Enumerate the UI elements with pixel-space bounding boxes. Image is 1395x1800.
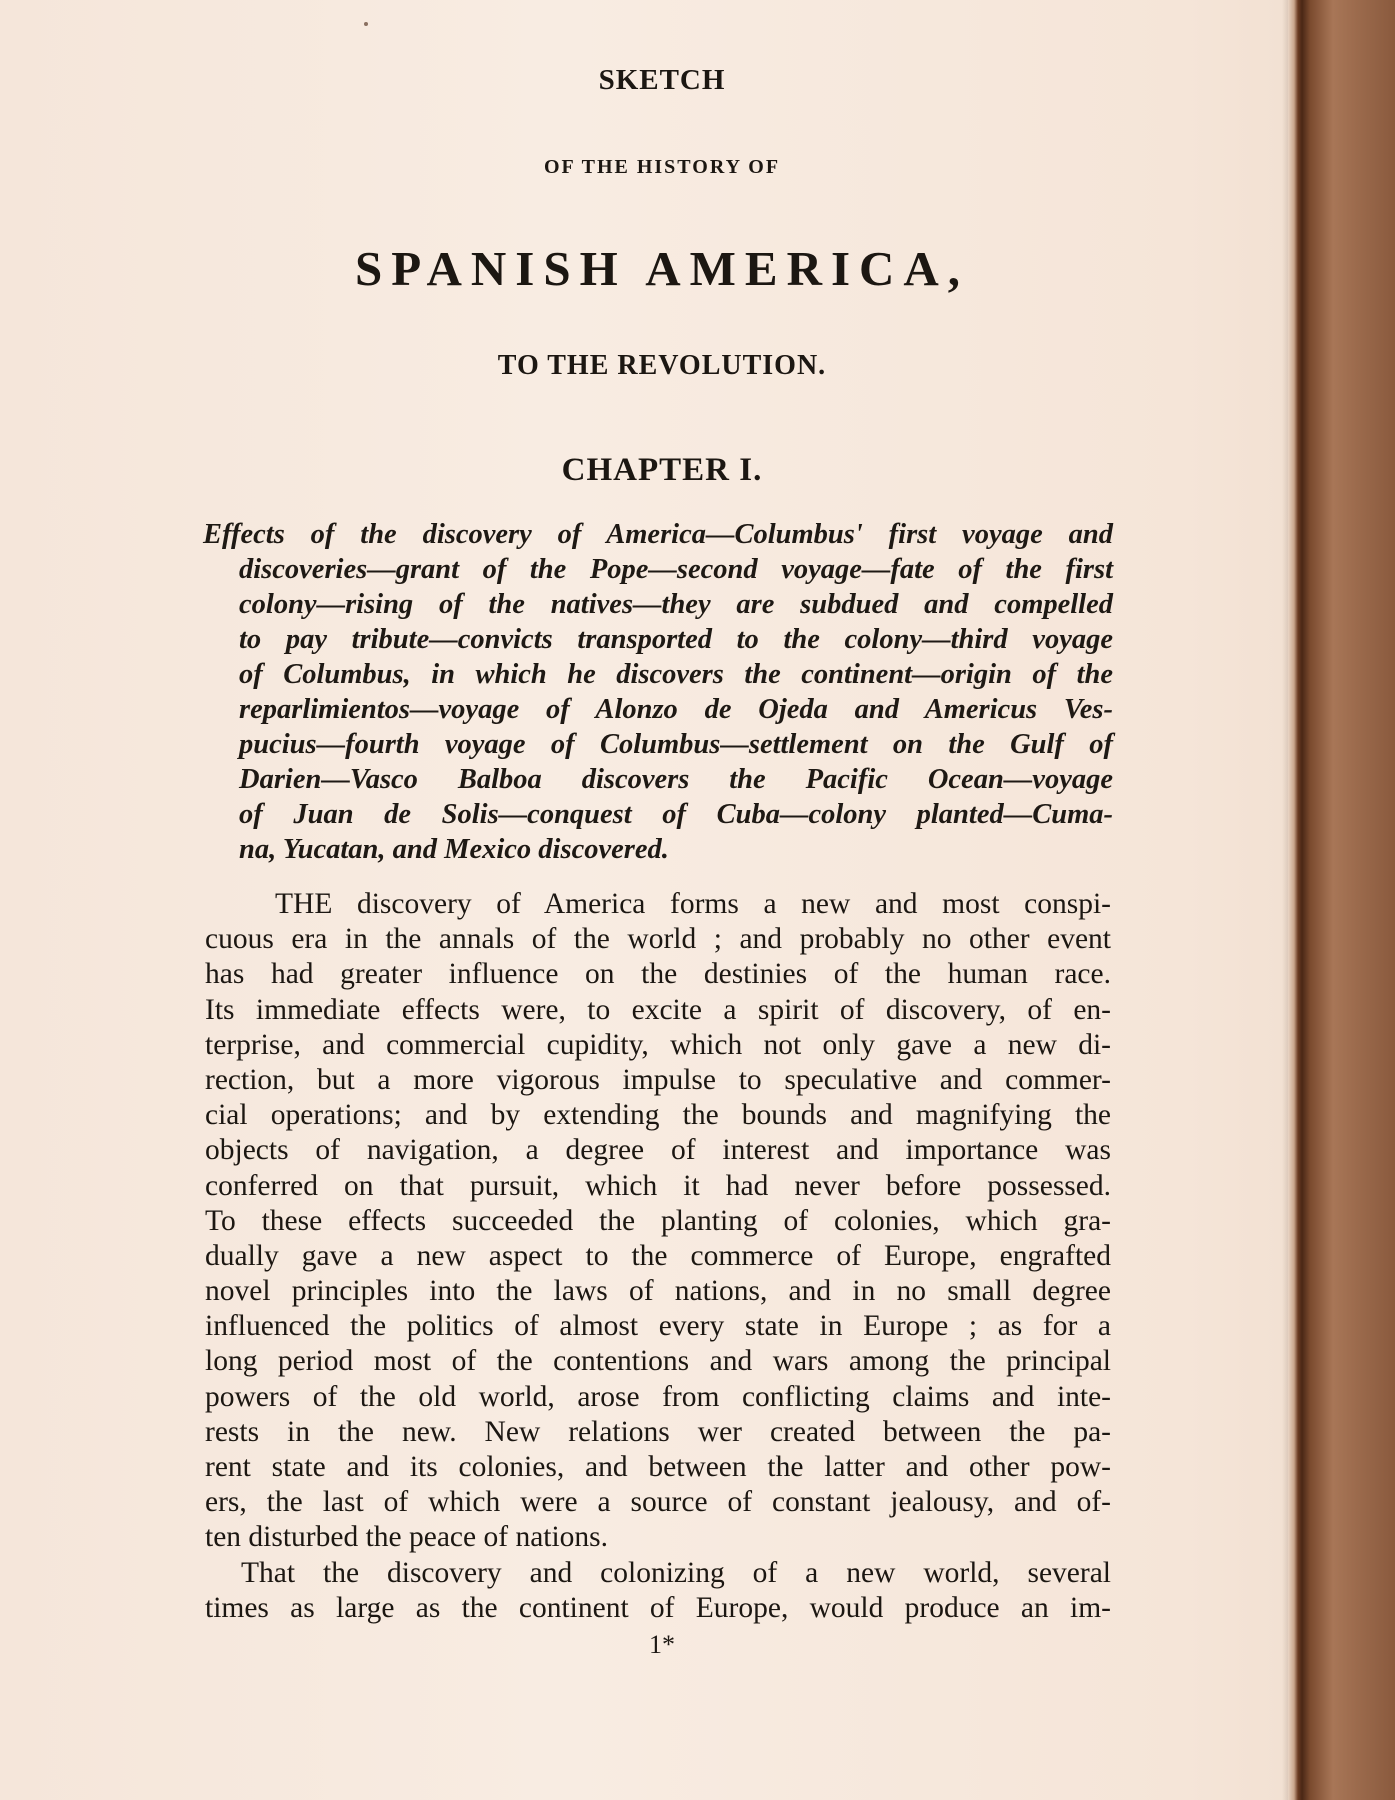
chapter-heading: CHAPTER I. (561, 452, 763, 488)
summary-line: of Columbus, in which he discovers the continent—origin of the (239, 659, 1113, 690)
body-line: To these effects succeeded the planting of colonies, which gra- (205, 1204, 1111, 1237)
body-line: terprise, and commercial cupidity, which not only gave a new di- (205, 1028, 1111, 1061)
title-of-the-history-of: OF THE HISTORY OF (543, 156, 781, 178)
body-line: cial operations; and by extending the bounds and magnifying the (205, 1099, 1111, 1132)
body-text (205, 887, 1111, 1626)
title-spanish-america: SPANISH AMERICA, (354, 241, 970, 296)
title-to-the-revolution: TO THE REVOLUTION. (497, 350, 827, 381)
summary-line: to pay tribute—convicts transported to the colony—third voyage (239, 624, 1113, 655)
summary-line: Darien—Vasco Balboa discovers the Pacific Ocean—voyage (239, 764, 1113, 795)
body-line: rection, but a more vigorous impulse to speculative and commer- (205, 1063, 1111, 1096)
summary-line: discoveries—grant of the Pope—second voyage—fate of the first (239, 554, 1113, 585)
body-line: dually gave a new aspect to the commerce of Europe, engrafted (205, 1239, 1111, 1272)
body-line: novel principles into the laws of nations, and in no small degree (205, 1275, 1111, 1308)
body-line: rent state and its colonies, and between the latter and other pow- (205, 1451, 1111, 1483)
body-line: long period most of the contentions and wars among the principal (205, 1345, 1111, 1378)
body-line: cuous era in the annals of the world ; and probably no other event (205, 923, 1111, 956)
body-line: THE discovery of America forms a new and most conspi- (275, 888, 1111, 920)
paper-speck (364, 22, 368, 26)
book-binding-edge (1288, 0, 1395, 1800)
body-line: That the discovery and colonizing of a new world, several (241, 1556, 1111, 1589)
summary-line: reparlimientos—voyage of Alonzo de Ojeda and Americus Ves- (239, 694, 1113, 725)
body-line: powers of the old world, arose from conflicting claims and inte- (205, 1380, 1111, 1413)
body-line: times as large as the continent of Europe, would produce an im- (205, 1591, 1111, 1624)
signature-mark: 1* (649, 1630, 675, 1659)
body-line: Its immediate effects were, to excite a spirit of discovery, of en- (205, 993, 1111, 1026)
body-line: conferred on that pursuit, which it had never before possessed. (205, 1169, 1111, 1202)
body-line: has had greater influence on the destinies of the human race. (205, 958, 1111, 991)
body-line: rests in the new. New relations wer created between the pa- (205, 1415, 1111, 1448)
summary-line: of Juan de Solis—conquest of Cuba—colony planted—Cuma- (239, 799, 1113, 830)
summary-line: colony—rising of the natives—they are subdued and compelled (239, 589, 1113, 620)
body-line: ten disturbed the peace of nations. (205, 1521, 609, 1554)
summary-line: Effects of the discovery of America—Columbus' first voyage and (203, 519, 1113, 550)
body-line: objects of navigation, a degree of interest and importance was (205, 1134, 1111, 1167)
chapter-summary (203, 517, 1113, 867)
summary-line: pucius—fourth voyage of Columbus—settlement on the Gulf of (239, 729, 1113, 760)
body-line: influenced the politics of almost every state in Europe ; as for a (205, 1310, 1111, 1343)
body-line: ers, the last of which were a source of constant jealousy, and of- (205, 1486, 1111, 1519)
title-sketch: SKETCH (598, 64, 726, 96)
summary-line: na, Yucatan, and Mexico discovered. (239, 834, 669, 865)
